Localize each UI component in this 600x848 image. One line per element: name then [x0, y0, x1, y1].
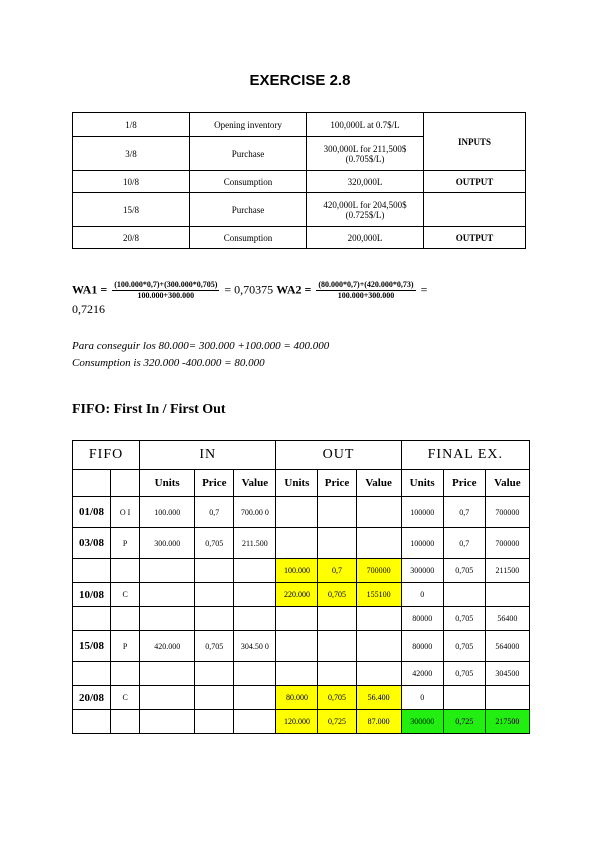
cell-in-units — [140, 583, 195, 607]
cell-in-price: 0,705 — [195, 528, 234, 559]
blank-subheader — [73, 470, 111, 497]
summary-qty: 300,000L for 211,500$ (0.705$/L) — [307, 137, 424, 171]
cell-date — [73, 607, 111, 631]
cell-final-units: 80000 — [401, 607, 443, 631]
cell-final-value: 564000 — [485, 631, 529, 662]
cell-in-price — [195, 607, 234, 631]
cell-in-units — [140, 662, 195, 686]
wa1-result: = 0,70375 — [224, 282, 274, 297]
cell-in-price — [195, 710, 234, 734]
cell-in-price: 0,7 — [195, 497, 234, 528]
fifo-row — [73, 528, 530, 559]
cell-final-units: 42000 — [401, 662, 443, 686]
cell-in-value — [234, 559, 276, 583]
fifo-row — [73, 497, 530, 528]
note-line-1: Para conseguir los 80.000= 300.000 +100.000 = 400.000 — [72, 340, 330, 352]
note-line-2: Consumption is 320.000 -400.000 = 80.000 — [72, 357, 265, 369]
price-subheader: Price — [443, 470, 485, 497]
cell-date: 01/08 — [73, 497, 111, 528]
summary-qty: 100,000L at 0.7$/L — [307, 113, 424, 137]
cell-out-value: 700000 — [356, 559, 401, 583]
final-header: FINAL EX. — [401, 441, 529, 470]
fifo-row — [73, 662, 530, 686]
summary-qty: 420,000L for 204,500$ (0.725$/L) — [307, 193, 424, 227]
wa2-denominator: 100.000+300.000 — [337, 291, 395, 300]
fifo-row — [73, 559, 530, 583]
summary-date: 3/8 — [73, 137, 190, 171]
cell-date: 20/08 — [73, 686, 111, 710]
cell-in-units: 100.000 — [140, 497, 195, 528]
cell-out-price: 0,705 — [318, 583, 356, 607]
cell-in-units — [140, 686, 195, 710]
cell-in-value: 211.500 — [234, 528, 276, 559]
cell-final-units: 0 — [401, 686, 443, 710]
out-header: OUT — [276, 441, 401, 470]
cell-out-price — [318, 528, 356, 559]
cell-out-price — [318, 607, 356, 631]
cell-final-price: 0,725 — [443, 710, 485, 734]
fifo-title: FIFO: First In / First Out — [72, 402, 226, 417]
exercise-title: EXERCISE 2.8 — [249, 72, 351, 89]
fifo-row — [73, 710, 530, 734]
cell-out-units — [276, 631, 318, 662]
cell-final-units: 300000 — [401, 710, 443, 734]
value-subheader: Value — [485, 470, 529, 497]
wa1-denominator: 100.000+300.000 — [137, 291, 195, 300]
cell-date: 15/08 — [73, 631, 111, 662]
cell-final-units: 0 — [401, 583, 443, 607]
inputs-label: INPUTS — [424, 113, 526, 171]
cell-out-value: 56.400 — [356, 686, 401, 710]
cell-out-price — [318, 631, 356, 662]
summary-type: Purchase — [190, 193, 307, 227]
wa1-fraction — [112, 280, 219, 301]
cell-date — [73, 559, 111, 583]
cell-final-price — [443, 686, 485, 710]
cell-movement — [111, 607, 140, 631]
cell-final-units: 80000 — [401, 631, 443, 662]
summary-qty: 320,000L — [307, 171, 424, 193]
cell-final-value — [485, 686, 529, 710]
summary-date: 15/8 — [73, 193, 190, 227]
summary-qty: 200,000L — [307, 227, 424, 249]
cell-movement: C — [111, 583, 140, 607]
price-subheader: Price — [195, 470, 234, 497]
wa2-label: WA2 = — [276, 282, 312, 297]
cell-movement: O I — [111, 497, 140, 528]
cell-movement: C — [111, 686, 140, 710]
fifo-row — [73, 686, 530, 710]
cell-out-units: 100.000 — [276, 559, 318, 583]
cell-out-value — [356, 631, 401, 662]
weighted-average-formulas — [72, 280, 532, 318]
wa2-numerator: (80.000*0,7)+(420.000*0,73) — [318, 280, 414, 289]
cell-in-price — [195, 559, 234, 583]
cell-out-price: 0,705 — [318, 686, 356, 710]
cell-date — [73, 662, 111, 686]
summary-type: Opening inventory — [190, 113, 307, 137]
cell-final-value: 304500 — [485, 662, 529, 686]
cell-date: 10/08 — [73, 583, 111, 607]
cell-movement — [111, 710, 140, 734]
cell-in-value: 700.00 0 — [234, 497, 276, 528]
cell-out-units: 220.000 — [276, 583, 318, 607]
cell-final-price: 0,705 — [443, 631, 485, 662]
cell-final-price — [443, 583, 485, 607]
empty-cell — [424, 193, 526, 227]
cell-in-units: 300.000 — [140, 528, 195, 559]
wa1-label: WA1 = — [72, 282, 108, 297]
cell-out-units: 80.000 — [276, 686, 318, 710]
cell-final-value: 56400 — [485, 607, 529, 631]
cell-final-price: 0,705 — [443, 559, 485, 583]
cell-out-units: 120.000 — [276, 710, 318, 734]
cell-in-price — [195, 686, 234, 710]
summary-table — [72, 112, 526, 249]
cell-in-units — [140, 607, 195, 631]
wa1-numerator: (100.000*0,7)+(300.000*0,705) — [114, 280, 218, 289]
cell-out-value — [356, 607, 401, 631]
cell-in-units: 420.000 — [140, 631, 195, 662]
cell-final-value: 700000 — [485, 497, 529, 528]
cell-in-price — [195, 662, 234, 686]
cell-final-price: 0,705 — [443, 662, 485, 686]
cell-final-price: 0,7 — [443, 497, 485, 528]
cell-out-value — [356, 497, 401, 528]
cell-in-value — [234, 710, 276, 734]
output-label: OUTPUT — [424, 227, 526, 249]
fifo-row — [73, 607, 530, 631]
cell-in-value: 304.50 0 — [234, 631, 276, 662]
cell-out-units — [276, 528, 318, 559]
cell-in-value — [234, 607, 276, 631]
cell-out-value — [356, 662, 401, 686]
blank-subheader — [111, 470, 140, 497]
cell-final-value: 700000 — [485, 528, 529, 559]
cell-out-units — [276, 607, 318, 631]
cell-in-units — [140, 710, 195, 734]
fifo-body — [73, 497, 530, 734]
cell-final-value: 217500 — [485, 710, 529, 734]
summary-date: 1/8 — [73, 113, 190, 137]
cell-out-value: 155100 — [356, 583, 401, 607]
value-subheader: Value — [356, 470, 401, 497]
wa2-result: 0,7216 — [72, 302, 105, 316]
cell-in-value — [234, 662, 276, 686]
cell-out-price — [318, 662, 356, 686]
cell-in-units — [140, 559, 195, 583]
cell-out-price: 0,7 — [318, 559, 356, 583]
output-label: OUTPUT — [424, 171, 526, 193]
summary-date: 20/8 — [73, 227, 190, 249]
units-subheader: Units — [276, 470, 318, 497]
cell-out-units — [276, 497, 318, 528]
fifo-table — [72, 440, 530, 734]
fifo-row — [73, 583, 530, 607]
in-header: IN — [140, 441, 276, 470]
fifo-row — [73, 631, 530, 662]
units-subheader: Units — [401, 470, 443, 497]
summary-type: Purchase — [190, 137, 307, 171]
wa2-fraction — [316, 280, 415, 301]
cell-out-price: 0,725 — [318, 710, 356, 734]
cell-final-units: 100000 — [401, 497, 443, 528]
cell-out-value — [356, 528, 401, 559]
cell-movement — [111, 559, 140, 583]
cell-out-value: 87.000 — [356, 710, 401, 734]
units-subheader: Units — [140, 470, 195, 497]
cell-in-value — [234, 583, 276, 607]
summary-date: 10/8 — [73, 171, 190, 193]
cell-movement — [111, 662, 140, 686]
cell-final-price: 0,7 — [443, 528, 485, 559]
wa2-equals: = — [420, 282, 428, 297]
fifo-header: FIFO — [73, 441, 140, 470]
cell-final-units: 300000 — [401, 559, 443, 583]
cell-final-units: 100000 — [401, 528, 443, 559]
cell-movement: P — [111, 631, 140, 662]
value-subheader: Value — [234, 470, 276, 497]
cell-out-price — [318, 497, 356, 528]
cell-movement: P — [111, 528, 140, 559]
cell-in-price: 0,705 — [195, 631, 234, 662]
cell-out-units — [276, 662, 318, 686]
cell-date: 03/08 — [73, 528, 111, 559]
cell-in-price — [195, 583, 234, 607]
cell-final-value — [485, 583, 529, 607]
summary-type: Consumption — [190, 171, 307, 193]
cell-final-price: 0,705 — [443, 607, 485, 631]
cell-date — [73, 710, 111, 734]
summary-type: Consumption — [190, 227, 307, 249]
price-subheader: Price — [318, 470, 356, 497]
cell-in-value — [234, 686, 276, 710]
cell-final-value: 211500 — [485, 559, 529, 583]
